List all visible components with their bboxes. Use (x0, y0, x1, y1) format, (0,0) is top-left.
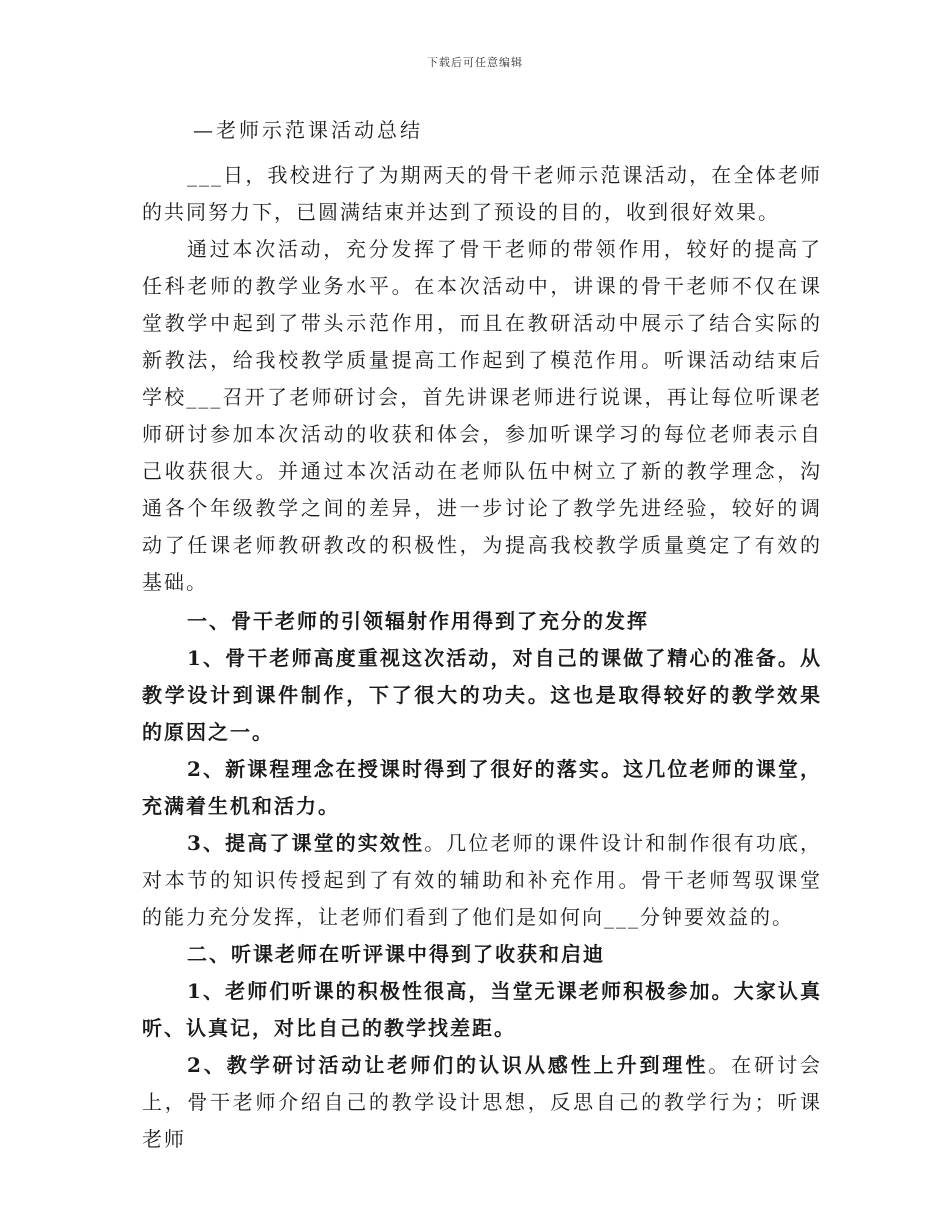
body-paragraph: 通过本次活动，充分发挥了骨干老师的带领作用，较好的提高了任科老师的教学业务水平。在本次活动中，讲课的骨干老师不仅在课堂教学中起到了带头示范作用，而且在教研活动中展示了结合实际的新教法，给我校教学质量提高工作起到了模范作用。听课活动结束后学校___召开了老师研讨会，首先讲课老师进行说课，再让每位听课老师研讨参加本次活动的收获和体会，参加听课学习的每位老师表示自己收获很大。并通过本次活动在老师队伍中树立了新的教学理念，沟通各个年级教学之间的差异，进一步讨论了教学先进经验，较好的调动了任课老师教研教改的积极性，为提高我校教学质量奠定了有效的基础。 (142, 237, 822, 594)
page-header-note: 下载后可任意编辑 (427, 56, 523, 69)
section-2-item-2-rest: 。在研讨会上，骨干老师介绍自己的教学设计思想，反思自己的教学行为；听课老师 (142, 1053, 822, 1151)
intro-paragraph: ___日，我校进行了为期两天的骨干老师示范课活动，在全体老师的共同努力下，已圆满结束并达到了预设的目的，收到很好效果。 (142, 163, 822, 224)
section-2-heading: 二、听课老师在听评课中得到了收获和启迪 (187, 942, 605, 966)
section-1-item-3-lead: 3、提高了课堂的实效性 (187, 831, 425, 855)
section-2-item-2 (142, 1047, 822, 1158)
document-title: —老师示范课活动总结 (193, 118, 423, 142)
section-1-item-3-rest: 。几位老师的课件设计和制作很有功底，对本节的知识传授起到了有效的辅助和补充作用。骨干老师驾驭课堂的能力充分发挥，让老师们看到了他们是如何向___分钟要效益的。 (142, 831, 823, 929)
section-1-heading: 一、骨干老师的引领辐射作用得到了充分的发挥 (187, 609, 649, 633)
section-1-item-3 (142, 825, 822, 936)
section-1-item-1: 1、骨干老师高度重视这次活动，对自己的课做了精心的准备。从教学设计到课件制作，下了很大的功夫。这也是取得较好的教学效果的原因之一。 (142, 646, 822, 744)
section-2-item-2-lead: 2、教学研讨活动让老师们的认识从感性上升到理性 (187, 1053, 709, 1077)
section-2-item-1: 1、老师们听课的积极性很高，当堂无课老师积极参加。大家认真听、认真记，对比自己的教学找差距。 (142, 979, 822, 1040)
section-1-item-2: 2、新课程理念在授课时得到了很好的落实。这几位老师的课堂，充满着生机和活力。 (142, 757, 822, 818)
